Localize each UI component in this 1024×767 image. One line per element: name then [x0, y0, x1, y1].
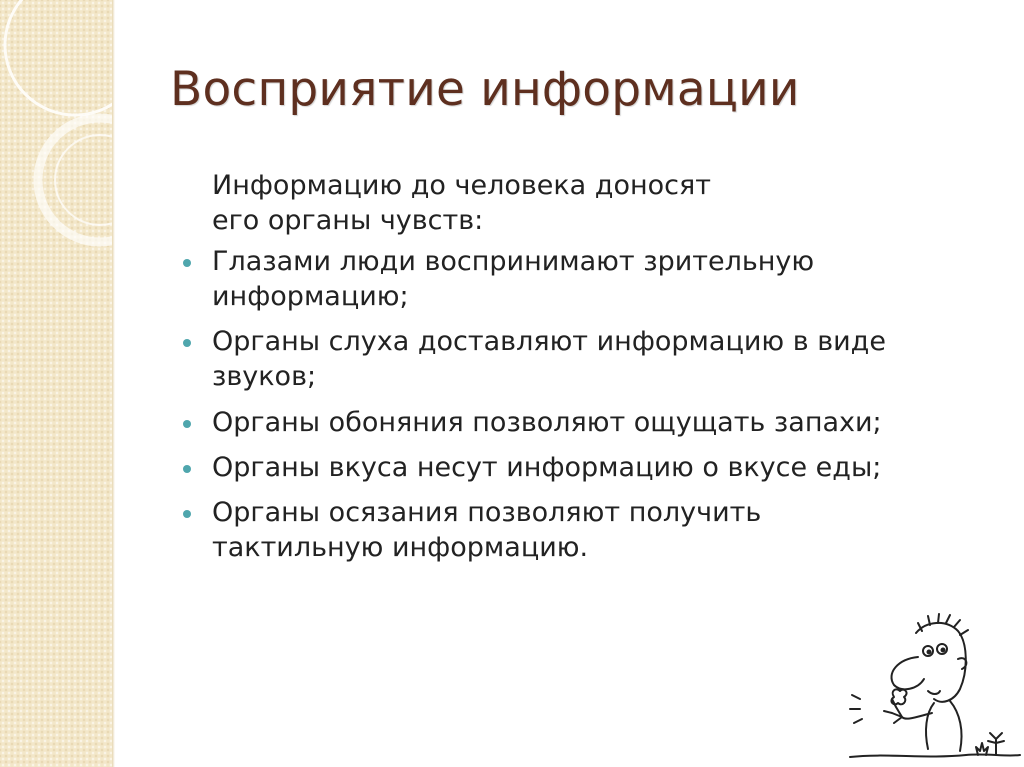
sidebar-edge [112, 0, 115, 767]
bullet-line-2: тактильную информацию. [212, 531, 589, 563]
bullet-item [212, 450, 972, 485]
bullet-line-2: информацию; [212, 281, 409, 313]
bullet-line-1: Органы обоняния позволяют ощущать запахи; [212, 406, 882, 438]
bullet-item [212, 324, 972, 394]
bullet-line-1: Органы слуха доставляют информацию в виде [212, 326, 886, 358]
bullet-item [212, 495, 972, 565]
bullet-list [212, 244, 972, 565]
intro-text [212, 168, 972, 238]
bullet-item [212, 405, 972, 440]
slide-body [212, 168, 972, 575]
bullet-line-1: Органы вкуса несут информацию о вкусе еды; [212, 451, 882, 483]
bullet-dot-icon [183, 510, 191, 518]
bullet-dot-icon [183, 339, 191, 347]
bullet-dot-icon [183, 259, 191, 267]
decorative-rings-icon [0, 0, 112, 767]
bullet-line-1: Органы осязания позволяют получить [212, 496, 762, 528]
cartoon-man-smelling-flower-icon [846, 613, 1022, 763]
bullet-line-2: звуков; [212, 361, 317, 393]
bullet-dot-icon [183, 465, 191, 473]
bullet-item [212, 244, 972, 314]
slide-title: Восприятие информации [170, 62, 800, 117]
bullet-dot-icon [183, 420, 191, 428]
decorative-sidebar [0, 0, 112, 767]
intro-line-2: его органы чувств: [212, 205, 484, 237]
intro-line-1: Информацию до человека доносят [212, 170, 711, 201]
bullet-line-1: Глазами люди воспринимают зрительную [212, 246, 815, 278]
